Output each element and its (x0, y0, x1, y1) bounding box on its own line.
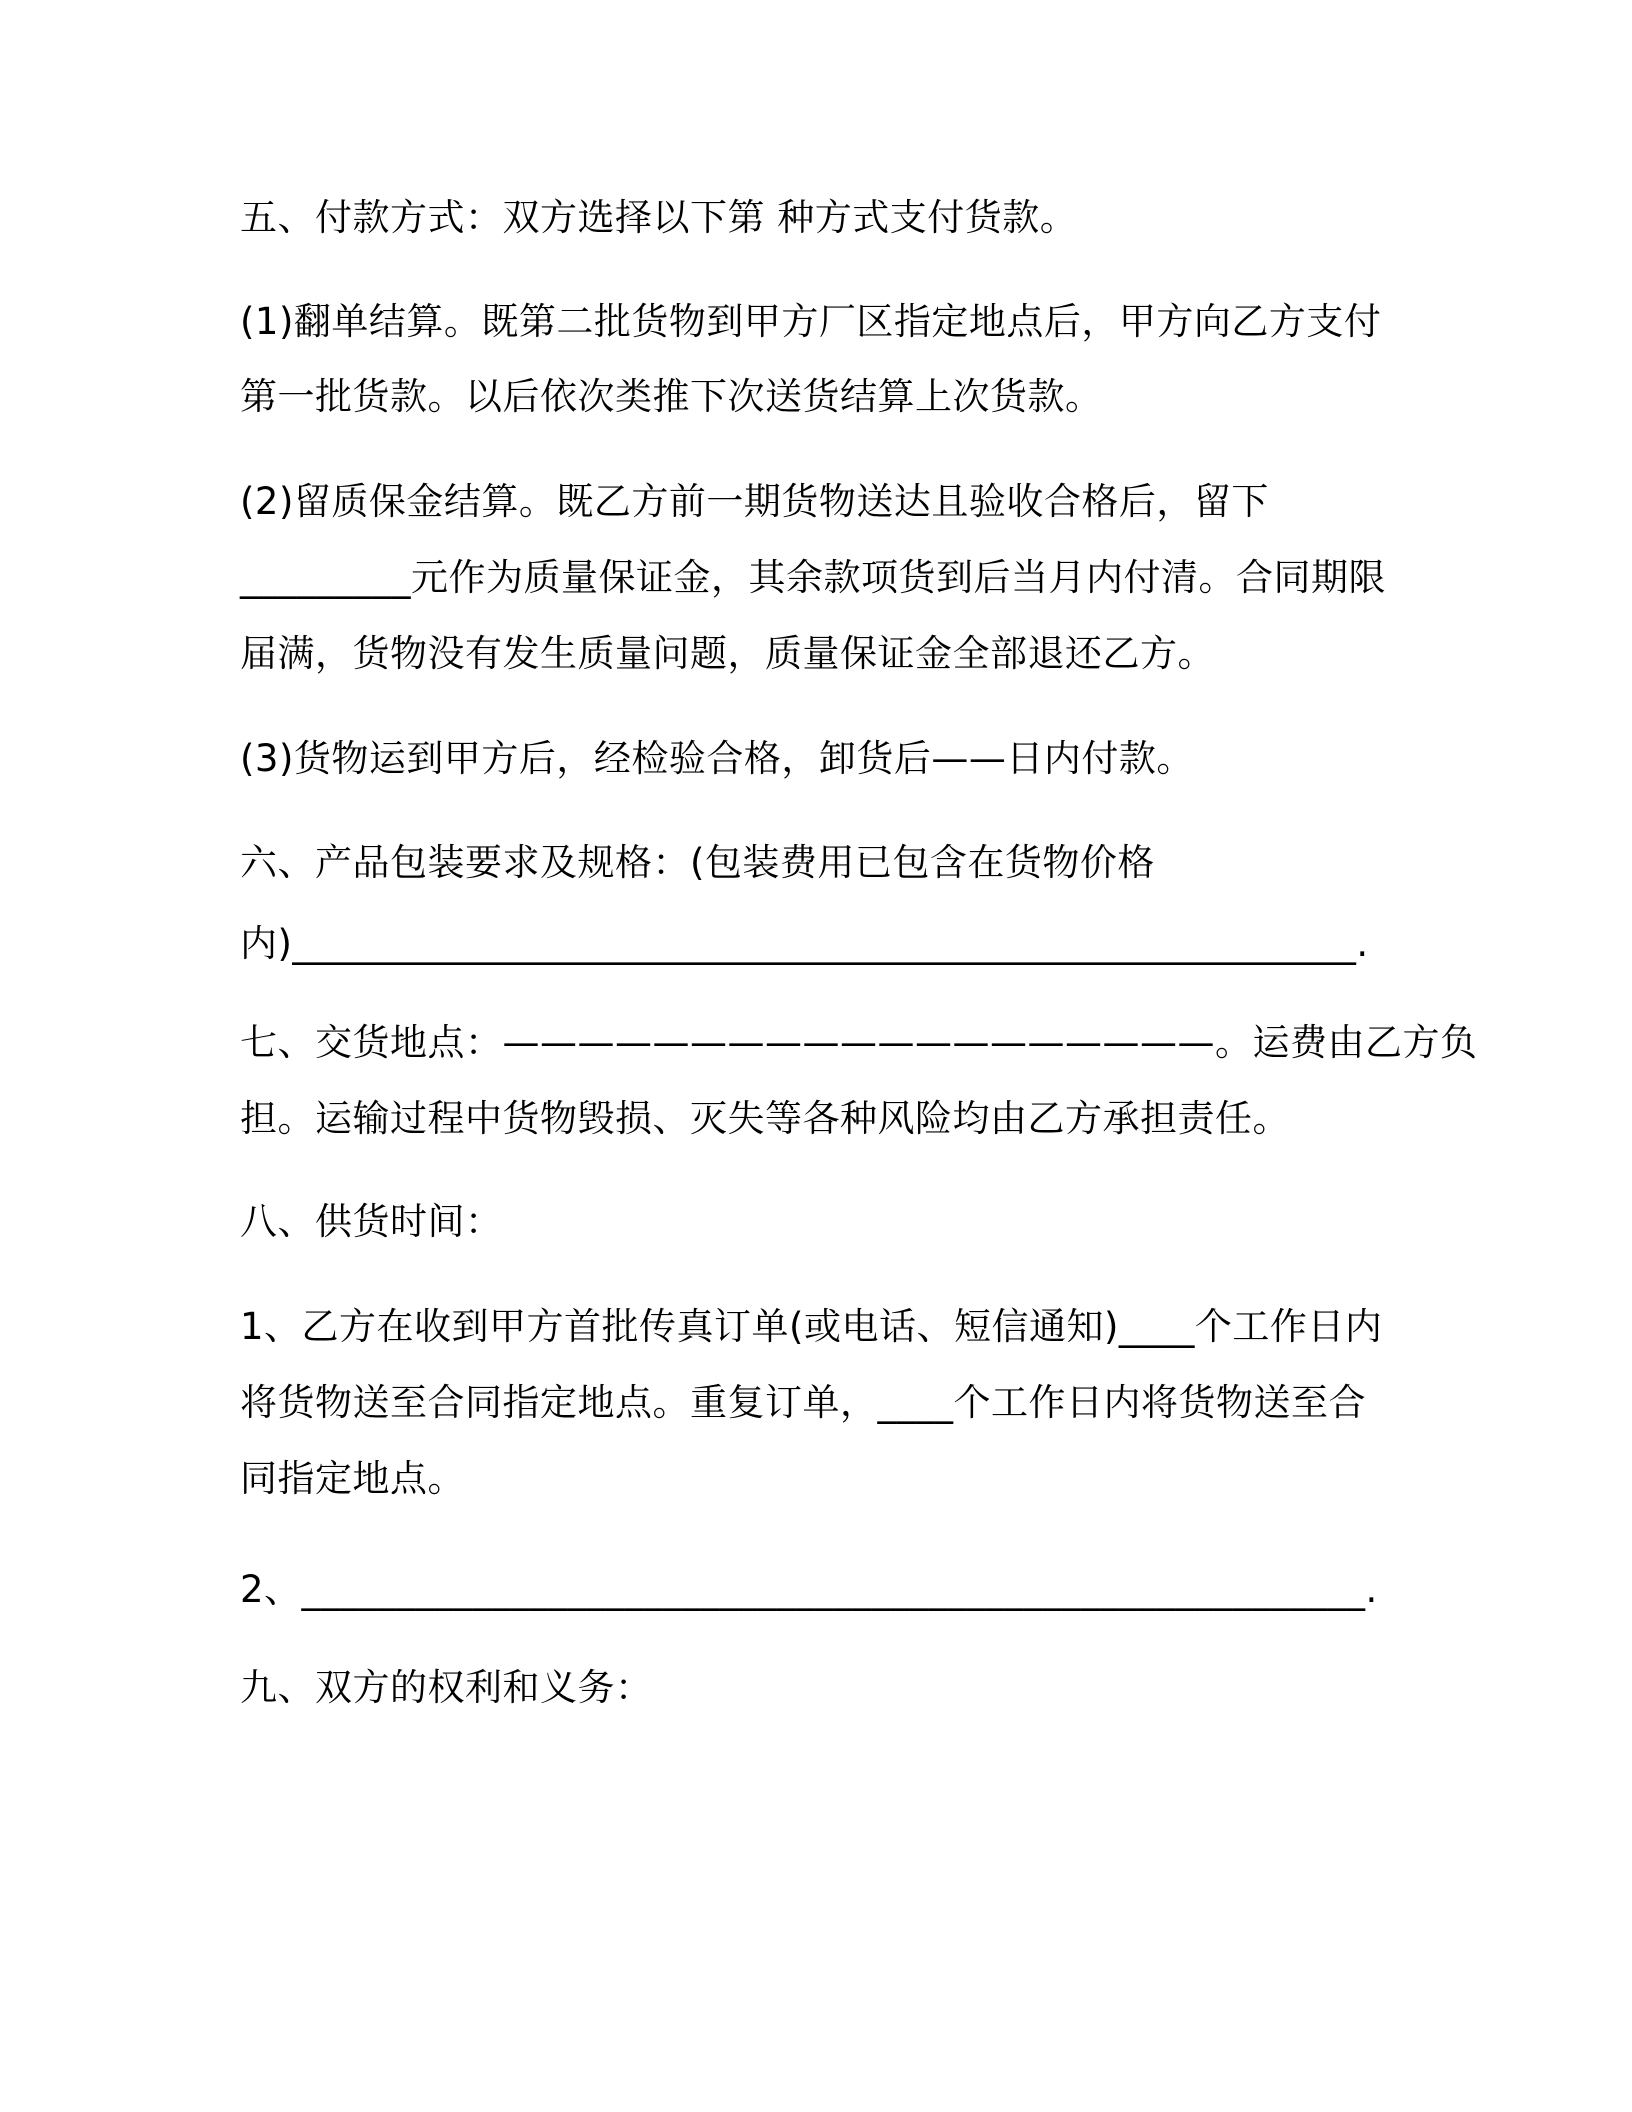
payment-option-2-line-2: _________元作为质量保证金，其余款项货到后当月内付清。合同期限 (240, 556, 1386, 599)
section-5-heading: 五、付款方式：双方选择以下第 种方式支付货款。 (240, 196, 1078, 239)
supply-time-item-1-line-3: 同指定地点。 (240, 1457, 465, 1500)
payment-option-2-line-3: 届满，货物没有发生质量问题，质量保证金全部退还乙方。 (240, 632, 1215, 675)
section-6-blank-line: 内)________________________________________________________. (240, 922, 1369, 965)
supply-time-item-2: 2、________________________________________________________. (240, 1568, 1378, 1611)
supply-time-item-1-line-2: 将货物送至合同指定地点。重复订单，____个工作日内将货物送至合 (240, 1381, 1366, 1424)
section-7-line-2: 担。运输过程中货物毁损、灭失等各种风险均由乙方承担责任。 (240, 1097, 1290, 1140)
payment-option-3: (3)货物运到甲方后，经检验合格，卸货后——日内付款。 (240, 737, 1194, 780)
payment-option-1-line-1: (1)翻单结算。既第二批货物到甲方厂区指定地点后，甲方向乙方支付 (240, 300, 1382, 343)
section-6-heading: 六、产品包装要求及规格：(包装费用已包含在货物价格 (240, 841, 1155, 884)
payment-option-1-line-2: 第一批货款。以后依次类推下次送货结算上次货款。 (240, 375, 1103, 418)
section-9-heading: 九、双方的权利和义务： (240, 1666, 653, 1709)
section-8-heading: 八、供货时间： (240, 1200, 503, 1243)
payment-option-2-line-1: (2)留质保金结算。既乙方前一期货物送达且验收合格后，留下 (240, 480, 1269, 523)
section-7-line-1: 七、交货地点：———————————————————。运费由乙方负 (240, 1021, 1478, 1064)
supply-time-item-1-line-1: 1、乙方在收到甲方首批传真订单(或电话、短信通知)____个工作日内 (240, 1305, 1383, 1348)
